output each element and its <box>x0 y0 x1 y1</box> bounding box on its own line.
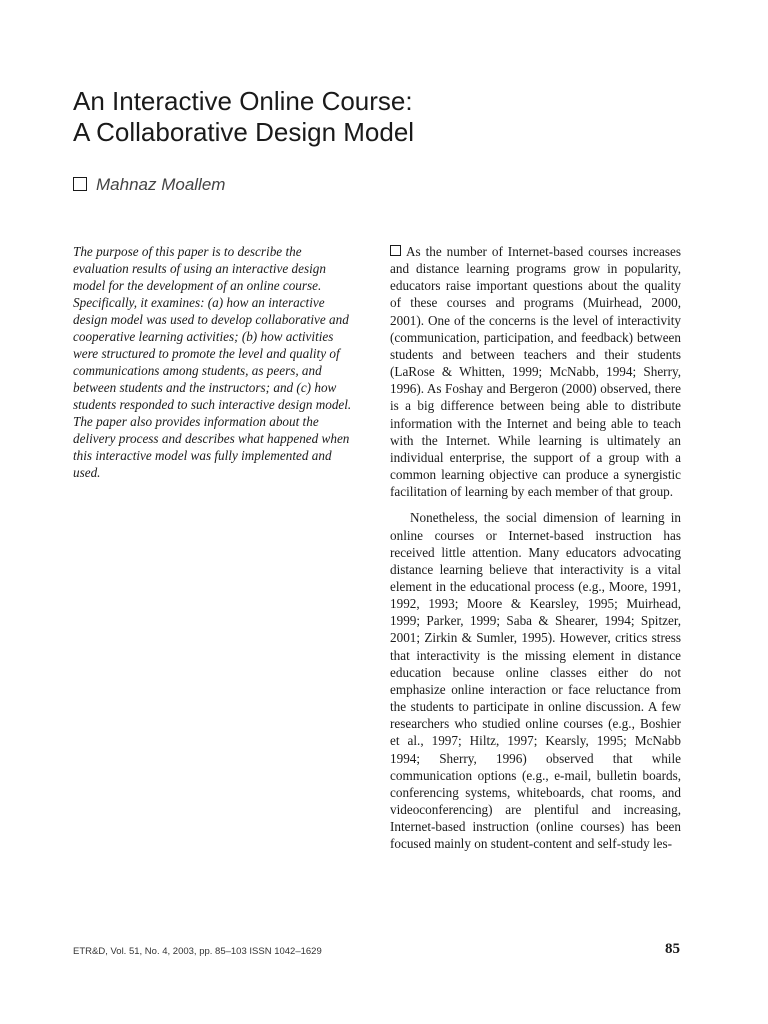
body-paragraph-1-text: As the number of Internet-based courses increases and distance learning programs grow in popularity, educators raise important questions about the quality of these courses and programs (Muirhead, 2000, 2001). One of the concerns is the level of interactivity (communication, participation, and feedback) between students and between teachers and their students (LaRose & Whitten, 1999; McNabb, 1994; Sherry, 1996). As Foshay and Bergeron (2000) observed, there is a big difference between being able to distribute information with the Internet and being able to teach with the Internet. While learning is ultimately an individual enterprise, the support of a group with a common learning objective can produce a synergistic facilitation of learning by each member of that group. <box>390 244 681 500</box>
author-line <box>73 174 225 196</box>
body-column <box>390 243 681 852</box>
journal-citation: ETR&D, Vol. 51, No. 4, 2003, pp. 85–103 ISSN 1042–1629 <box>73 946 322 957</box>
page-number: 85 <box>665 941 680 957</box>
title-line-2: A Collaborative Design Model <box>73 117 415 147</box>
body-paragraph-2: Nonetheless, the social dimension of learning in online courses or Internet-based instruction has received little attention. Many educators advocating distance learning believe that interactivity is a vital element in the educational process (e.g., Moore, 1991, 1992, 1993; Moore & Kearsley, 1995; Muirhead, 1999; Parker, 1999; Saba & Shearer, 1994; Spitzer, 2001; Zirkin & Sumler, 1995). However, critics stress that interactivity is the missing element in distance education because online classes either do not emphasize online interaction or face reluctance from the students to participate in online discussion. A few researchers who studied online courses (e.g., Boshier et al., 1997; Hiltz, 1997; Kearsly, 1995; McNabb 1994; Sherry, 1996) observed that while communication options (e.g., e-mail, bulletin boards, conferencing systems, whiteboards, chat rooms, and videoconferencing) are plentiful and increasing, Internet-based instruction (online courses) has been focused mainly on student-content and self-study les- <box>390 510 681 852</box>
square-bullet-icon <box>390 245 401 256</box>
square-bullet-icon <box>73 177 87 191</box>
author-name: Mahnaz Moallem <box>96 175 226 194</box>
abstract: The purpose of this paper is to describe the evaluation results of using an interactive design model for the development of an online course. Specifically, it examines: (a) how an interactive design model was used to develop collaborative and cooperative learning activities; (b) how activities were structured to promote the level and quality of communications among students, as peers, and between students and the instructors; and (c) how students responded to such interactive design model. The paper also provides information about the delivery process and describes what happened when this interactive model was fully implemented and used. <box>73 244 352 480</box>
body-paragraph-1 <box>390 243 681 500</box>
title-line-1: An Interactive Online Course: <box>73 86 413 116</box>
article-title <box>73 86 673 148</box>
